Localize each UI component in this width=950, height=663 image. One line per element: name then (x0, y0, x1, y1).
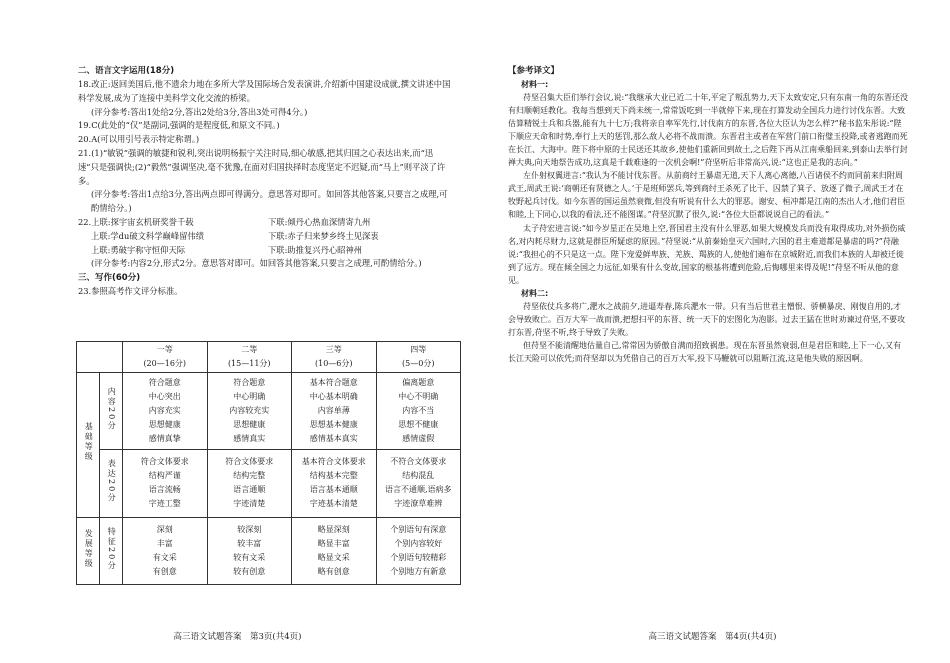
material-2-label: 材料二: (521, 288, 549, 298)
translation-title: 【参考译文】 (508, 66, 560, 76)
q22-row-1 (78, 216, 454, 230)
translation-paragraph-4: 苻坚依仗兵多将广,淝水之战前夕,进逼寿春,陈兵淝水一带。只有当后世君主憎恨、骄横暴戾、刚愎自用的,才会导致败亡。百万大军一战而溃,把想扫平的东晋、统一天下的宏图化为泡影。过去王猛在世时劝谏过苻坚,不要攻打东晋,苻坚不听,终于导致了失败。 (508, 301, 906, 337)
expression-grade-1: 符合文体要求 结构严谨 语言流畅 字迹工整 (123, 450, 208, 517)
translation-paragraph-5: 但苻坚不能清醒地估量自己,常常因为骄傲自满而招致祸患。现在东晋虽然衰弱,但是君臣和睦,上下一心,又有长江天险可以依凭;而苻坚却以为凭借自己的百万大军,投下马鞭就可以阻断江流,这是他失败的原因啊。 (508, 340, 902, 363)
q18-scoring: (评分参考:答出1处给2分,答出2处给3分,答出3处可得4分。) (91, 106, 308, 117)
q20-answer: 20.A(可以用引号表示特定称谓。) (78, 134, 200, 145)
translation-paragraph-2: 左仆射权翼进言:“我认为不能讨伐东晋。从前商纣王暴虐无道,天下人离心离德,八百诸侯不约而同前来归附周武王,周武王说:‘商朝还有贤德之人。’于是班师罢兵,等到商纣王杀死了比干、囚禁了箕子、放逐了微子,周武王才在牧野起兵讨伐。如今东晋的国运虽然衰微,但没有听说有什么大的罪恶。谢安、桓冲都是江南的杰出人才,他们君臣和睦,上下同心,以我的看法,还不能图谋。”苻坚沉默了很久,说:“各位大臣都说说自己的看法。” (508, 171, 906, 220)
content-grade-3: 基本符合题意 中心基本明确 内容单薄 思想基本健康 感情基本真实 (292, 372, 377, 450)
right-page-footer: 高三语文试题答案 第4页(共4页) (648, 632, 777, 642)
rubric-header-row (77, 342, 461, 373)
development-level-label: 发展等级 (77, 517, 100, 584)
left-column (78, 64, 454, 299)
content-label: 内容20分 (100, 372, 123, 450)
feature-grade-2: 较深刻 较丰富 较有文采 较有创意 (207, 517, 292, 584)
q22-row-3 (78, 244, 454, 258)
section-2-heading: 二、语言文字运用(18分) (78, 66, 175, 76)
q22-upper-3: 上联:勇破宇称守恒仰天际 (91, 244, 186, 255)
content-grade-1: 符合题意 中心突出 内容充实 思想健康 感情真挚 (123, 372, 208, 450)
basic-level-label: 基础等级 (77, 372, 100, 517)
q22-scoring: (评分参考:内容2分,形式2分。意思答对即可。如回答其他答案,只要言之成理,可酌情给分。) (91, 258, 422, 269)
header-grade-1: 一等 (20—16分) (123, 342, 208, 373)
feature-grade-3: 略显深刻 略显丰富 略显文采 略有创意 (292, 517, 377, 584)
q21-scoring: (评分参考:答出1点给3分,答出两点即可得满分。意思答对即可。如回答其他答案,只要言之成理,可酌情给分。) (91, 189, 448, 214)
q22-lower-1: 下联:倾丹心热血深情寄九州 (268, 216, 371, 227)
rubric-feature-row (77, 517, 461, 584)
q18-answer: 18.改正:返回美国后,他不遗余力地在多所大学及国际场合发表演讲,介绍新中国建设成就,撰文讲述中国科学发展,成为了连接中美科学文化交流的桥梁。 (78, 79, 451, 103)
feature-grade-4: 个别语句有深意 个别内容较好 个别语句较精彩 个别地方有新意 (376, 517, 461, 584)
q22-lower-3: 下联:助推复兴丹心昭神州 (268, 244, 363, 255)
expression-grade-2: 符合文体要求 结构完整 语言通顺 字迹清楚 (207, 450, 292, 517)
translation-paragraph-3: 太子苻宏进言说:“如今岁星正在吴地上空,晋国君主没有什么罪恶,如果大规模发兵而没有取得成功,对外损伤威名,对内耗尽财力,这就是群臣所疑虑的原因。”苻坚说:“从前秦始皇灭六国时,六国的君主难道都是暴虐的吗?”苻融说:“我担心的不只是这一点。陛下宠爱鲜卑族、羌族、羯族的人,使他们遍布在京城附近,而我们本族的人却被迁徙到了远方。现在倾全国之力远征,如果有什么变故,国家的根基将遭到危险,后悔哪里来得及呢!”苻坚不听从他的意见。 (508, 223, 906, 285)
expression-grade-4: 不符合文体要求 结构混乱 语言不通顺,语病多 字迹潦草难辨 (376, 450, 461, 517)
header-grade-3: 三等 (10—6分) (292, 342, 377, 373)
expression-label: 表达20分 (100, 450, 123, 517)
header-grade-4: 四等 (5—0分) (376, 342, 461, 373)
section-3-heading: 三、写作(60分) (78, 273, 141, 284)
header-grade-2: 二等 (15—11分) (207, 342, 292, 373)
q22-row-2 (78, 230, 454, 244)
feature-label: 特征20分 (100, 517, 123, 584)
left-page-footer: 高三语文试题答案 第3页(共4页) (173, 632, 302, 642)
right-page (475, 0, 950, 663)
q22-lower-2: 下联:赤子归来梦乡终土见深衷 (268, 230, 379, 241)
expression-grade-3: 基本符合文体要求 结构基本完整 语言基本通顺 字迹基本清楚 (292, 450, 377, 517)
right-column (508, 64, 908, 365)
content-grade-4: 偏离题意 中心不明确 内容不当 思想不健康 感情虚假 (376, 372, 461, 450)
material-1-label: 材料一: (521, 80, 549, 89)
translation-paragraph-1: 苻坚召集大臣们举行会议,说:“我继承大业已近二十年,平定了叛乱势力,天下太致安定,只有东南一角的东晋还没有归顺朝廷教化。我每当想到天下尚未统一,常常饭吃到一半就停下来,现在打算发动全国兵力进行讨伐东晋。大致估算精锐士兵和兵器,能有九十七万;我将亲自率军先行,讨伐南方的东晋,各位大臣认为怎么样?”秘书监朱彤说:“陛下顺应天命和时势,奉行上天的惩罚,那么敌人必将不战而溃。东晋君主或者在军营门前口衔璧玉投降,或者逃跑而死在长江、大海中。陛下将中原的士民送还其故乡,使他们重新回到故土,之后陛下再从江南乘船回来,到泰山去举行封禅大典,向天地祭告成功,这真是千载难逢的一次机会啊!”苻坚听后非常高兴,说:“这也正是我的志向。” (508, 93, 908, 168)
content-grade-2: 符合题意 中心明确 内容较充实 思想健康 感情真实 (207, 372, 292, 450)
q19-answer: 19.C(此处的“仅”是副词,强调的是程度低,和原文不同。) (78, 120, 280, 131)
feature-grade-1: 深刻 丰富 有文采 有创意 (123, 517, 208, 584)
q22-upper-1: 22.上联:探宇宙玄机研奖誉千载 (78, 216, 194, 227)
rubric-content-row (77, 372, 461, 450)
essay-rubric-table (76, 341, 461, 585)
q22-upper-2: 上联:学du破文科学巅峰留伟绩 (91, 230, 205, 241)
rubric-expression-row (77, 450, 461, 517)
q21-answer: 21.(1)“敏锐”强调的敏捷和锐利,突出说明杨振宁关注时局,细心敏感,把其归国之心表达出来,而“迅速”只是强调快;(2)“毅然”强调坚决,毫不犹豫,在面对归国抉择时态度坚定不迟疑,而“马上”则平淡了许多。 (78, 147, 446, 186)
q23-answer: 23.参照高考作文评分标准。 (78, 286, 183, 297)
